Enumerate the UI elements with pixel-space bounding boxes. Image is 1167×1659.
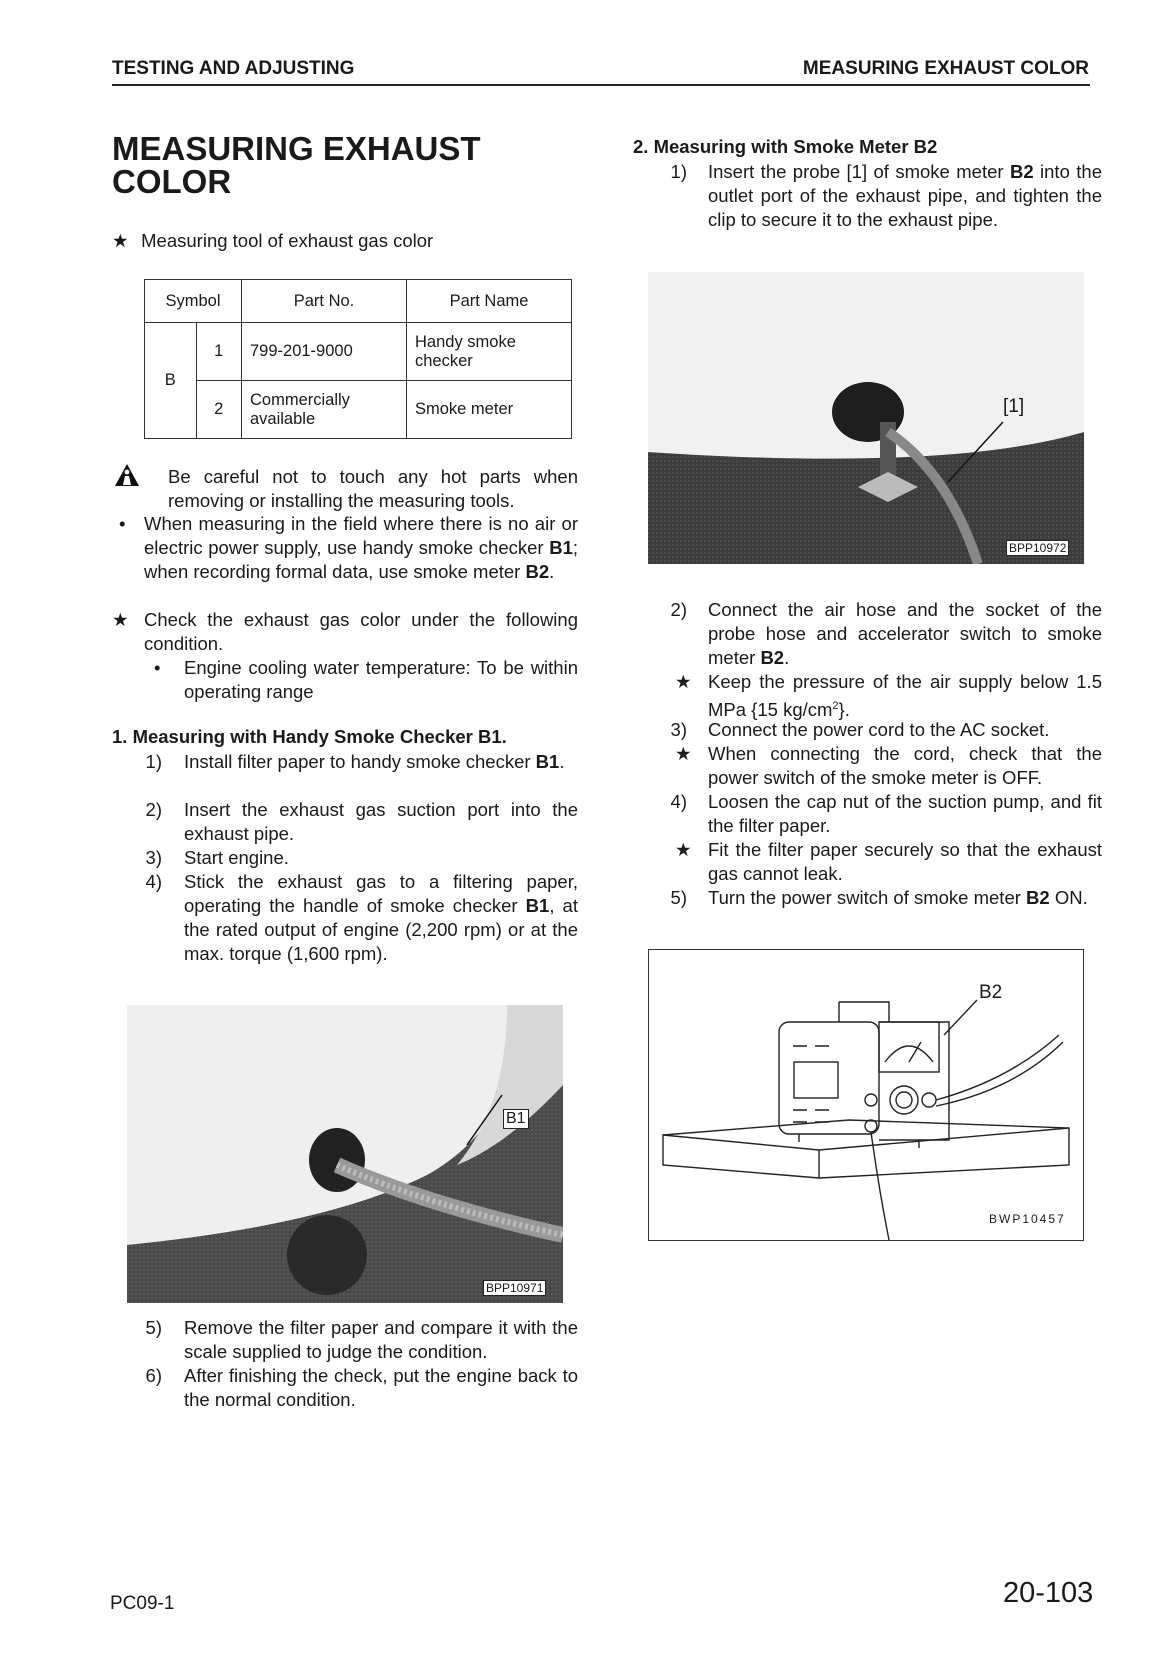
- drawing-label-b2: B2: [979, 982, 1003, 1003]
- section1-step2: Insert the exhaust gas suction port into the exhaust pipe.: [184, 799, 578, 844]
- section1-step5: Remove the filter paper and compare it with the scale supplied to judge the condition.: [184, 1317, 578, 1362]
- table-row-no: 2: [196, 381, 241, 439]
- section1-step4: Stick the exhaust gas to a filtering paper, operating the handle of smoke checker B1, at the rated output of engine (2,200 rpm) or at the max. torque (1,600 rpm).: [184, 871, 578, 964]
- section2-power-switch-note: When connecting the cord, check that the power switch of the smoke meter is OFF.: [708, 743, 1102, 788]
- section2-step3: Connect the power cord to the AC socket.: [708, 719, 1050, 740]
- bullet-field-note: When measuring in the field where there is no air or electric power supply, use handy smoke checker B1; when recording formal data, use smoke meter B2.: [144, 513, 578, 582]
- warning-icon: [114, 463, 140, 492]
- bullet-icon: •: [154, 657, 161, 678]
- coolant-condition-text: Engine cooling water temperature: To be within operating range: [184, 657, 578, 702]
- section1-step3: Start engine.: [184, 847, 289, 868]
- photo1-label-b1: B1: [503, 1109, 529, 1129]
- table-header-partname: Part Name: [407, 280, 572, 323]
- table-symbol: B: [145, 323, 197, 439]
- section2-step1: Insert the probe [1] of smoke meter B2 into the outlet port of the exhaust pipe, and tighten the clip to secure it to the exhaust pipe.: [708, 161, 1102, 230]
- step-number: 3): [670, 719, 687, 740]
- step-number: 2): [670, 599, 687, 620]
- table-header-symbol: Symbol: [145, 280, 242, 323]
- step-number: 5): [670, 887, 687, 908]
- caution-text: Be careful not to touch any hot parts when removing or installing the measuring tools.: [168, 466, 578, 511]
- step-number: 4): [670, 791, 687, 812]
- page-title: [112, 132, 512, 198]
- section2-title: 2. Measuring with Smoke Meter B2: [633, 136, 938, 157]
- section2-air-pressure-note: Keep the pressure of the air supply below 1.5 MPa {15 $kg/cm^2$}.: [708, 671, 1102, 721]
- drawing-figure-code: BWP10457: [989, 1212, 1066, 1226]
- exhaust-pipe-photo-b1: [127, 1005, 563, 1303]
- intro-text: Measuring tool of exhaust gas color: [141, 230, 434, 251]
- parts-table: [144, 279, 572, 439]
- section2-step4: Loosen the cap nut of the suction pump, and fit the filter paper.: [708, 791, 1102, 836]
- table-row-partname: Handy smoke checker: [407, 323, 572, 381]
- step-number: 2): [145, 799, 162, 820]
- table-header-partno: Part No.: [242, 280, 407, 323]
- star-icon: ★: [675, 743, 692, 764]
- step-number: 3): [145, 847, 162, 868]
- table-row-partname: Smoke meter: [407, 381, 572, 439]
- page-title-line2: COLOR: [112, 163, 232, 200]
- page-title-line1: MEASURING EXHAUST: [112, 130, 481, 167]
- intro-line: [112, 229, 433, 253]
- step-number: 1): [670, 161, 687, 182]
- section1-step6: After finishing the check, put the engine back to the normal condition.: [184, 1365, 578, 1410]
- section1-step1: Install filter paper to handy smoke checker B1.: [184, 751, 565, 772]
- photo1-figure-code: BPP10971: [483, 1280, 546, 1296]
- star-icon: ★: [675, 671, 692, 692]
- section2-step2: Connect the air hose and the socket of the probe hose and accelerator switch to smoke meter B2.: [708, 599, 1102, 668]
- check-condition-text: Check the exhaust gas color under the following condition.: [144, 609, 578, 654]
- table-row-partno: Commercially available: [242, 381, 407, 439]
- section1-title: 1. Measuring with Handy Smoke Checker B1.: [112, 726, 507, 747]
- smoke-meter-drawing: [648, 949, 1084, 1241]
- bullet-icon: •: [119, 513, 126, 534]
- step-number: 6): [145, 1365, 162, 1386]
- photo2-figure-code: BPP10972: [1006, 540, 1069, 556]
- star-icon: ★: [675, 839, 692, 860]
- step-number: 4): [145, 871, 162, 892]
- page-number: 20-103: [1003, 1577, 1094, 1609]
- table-row-no: 1: [196, 323, 241, 381]
- section2-step5: Turn the power switch of smoke meter B2 ON.: [708, 887, 1088, 908]
- header-rule: [112, 84, 1090, 86]
- step-number: 5): [145, 1317, 162, 1338]
- header-right: MEASURING EXHAUST COLOR: [802, 58, 1089, 79]
- star-icon: ★: [112, 609, 129, 630]
- table-row-partno: 799-201-9000: [242, 323, 407, 381]
- footer-model: PC09-1: [110, 1593, 175, 1614]
- star-icon: ★: [112, 230, 129, 251]
- section2-filter-note: Fit the filter paper securely so that the exhaust gas cannot leak.: [708, 839, 1102, 884]
- photo2-label-probe: [1]: [1003, 396, 1025, 417]
- header-left: TESTING AND ADJUSTING: [112, 58, 355, 79]
- step-number: 1): [145, 751, 162, 772]
- exhaust-pipe-photo-b2: [648, 272, 1084, 564]
